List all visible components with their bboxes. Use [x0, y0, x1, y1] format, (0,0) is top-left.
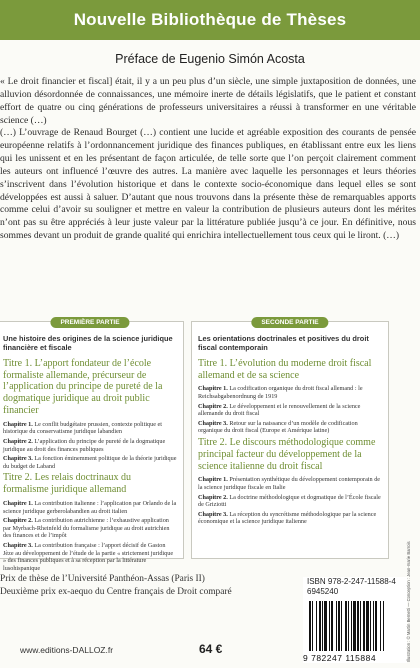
barcode-bar — [351, 601, 352, 651]
barcode-bar — [341, 601, 342, 651]
chapter-number: Chapitre 3. — [3, 541, 35, 549]
chapter-item — [3, 455, 177, 470]
award-line-1: Prix de thèse de l’Université Panthéon-Assas (Paris II) — [0, 574, 205, 584]
isbn-text — [307, 577, 396, 597]
side-credit — [406, 541, 418, 664]
barcode-bar — [370, 601, 371, 651]
chapter-number: Chapitre 2. — [3, 517, 35, 525]
chapter-number: Chapitre 3. — [198, 419, 230, 427]
barcode-bar — [312, 601, 313, 651]
part1-title2: Titre 2. Les relais doctrinaux du formalisme juridique allemand — [3, 472, 131, 496]
preface-paragraph-2: (…) L’ouvrage de Renaud Bourget (…) contient une lucide et agréable exposition des courants de pensée européenne relatifs à l’ordonnancement juridique des finances publiques, en établissant entre eux les liens qui les unissent et en les présentant de façon articulée, de telle sorte que l’on perçoit clairement comment les auteurs ont influencé l’œuvre des autres. La manière avec laquelle les personnages et leurs théories s’inscrivent dans l’évolution historique et dans le contexte socio-économique dans lequel elles se sont développées est aussi à saluer. D’autant que nous trouvons dans la présente thèse de remarquables apports comme celui d’avoir su souligner et mettre en valeur la contribution de plusieurs auteurs dont les mérites n’ont pas su être appréciés à leur juste valeur par la littérature publiée jusqu’à ce jour. En définitive, nous sommes devant un produit de grande qualité qui enrichira intellectuellement tous ceux qui le liront. (…) — [0, 127, 416, 242]
barcode-bar — [345, 601, 347, 651]
series-title: Nouvelle Bibliothèque de Thèses — [73, 10, 347, 29]
isbn-block — [303, 577, 407, 663]
barcode-bar — [363, 601, 365, 651]
award-line-2: Deuxième prix ex-aequo du Centre français de Droit comparé — [0, 587, 232, 597]
barcode-bar — [383, 601, 384, 651]
part2-box — [191, 321, 389, 559]
chapter-number: Chapitre 3. — [198, 510, 230, 518]
barcode-bar — [375, 601, 377, 651]
part2-pill: SECONDE PARTIE — [251, 317, 328, 328]
chapter-number: Chapitre 1. — [3, 420, 35, 428]
barcode-bar — [353, 601, 356, 651]
chapter-text: La codification organique du droit fiscal allemand : le Reichsabgabenordnung de 1919 — [198, 385, 363, 400]
chapter-item — [198, 511, 382, 526]
chapter-text: La contribution autrichienne : l’exhaustive application par Myrbach-Rheinfeld du formalisme juridique au droit autrichien des finances et de l’impôt — [3, 517, 170, 540]
chapter-number: Chapitre 1. — [198, 476, 230, 484]
chapter-text: Le développement et le renouvellement de la science allemande du droit fiscal — [198, 402, 361, 418]
series-banner — [0, 0, 420, 40]
barcode-digits: 9 782247 115884 — [303, 653, 377, 663]
chapter-text: La doctrine méthodologique et dogmatique de l’École fiscale de Griziotti — [198, 493, 381, 509]
preface-paragraph-1: « Le droit financier et fiscal] était, il y a un peu plus d’un siècle, une simple juxtaposition de données, une alluvion désordonnée de connaissances, une mémoire inerte de détails législatifs, que le patient et constant effort de quatre ou cinq générations de professeurs universitaires a réussi à transformer en une véritable science (…) — [0, 76, 416, 126]
chapter-number: Chapitre 2. — [3, 437, 35, 445]
barcode-bar — [348, 601, 349, 651]
chapter-item — [3, 542, 177, 572]
part2-heading: Les orientations doctrinales et positives du droit fiscal contemporain — [198, 334, 369, 353]
barcode-icon — [309, 601, 405, 651]
barcode-bar — [329, 601, 330, 651]
isbn-code: 6945240 — [307, 587, 339, 596]
barcode-bar — [366, 601, 369, 651]
barcode-bar — [322, 601, 323, 651]
chapter-number: Chapitre 2. — [198, 493, 230, 501]
barcode-bar — [373, 601, 374, 651]
preface-title: Préface de Eugenio Simón Acosta — [115, 52, 305, 66]
chapter-item — [198, 420, 382, 435]
chapter-item — [3, 438, 177, 453]
chapter-number: Chapitre 1. — [3, 499, 35, 507]
chapter-item — [198, 476, 382, 491]
part1-title1: Titre 1. L’apport fondateur de l’école formaliste allemande, précurseur de l’application du principe de pureté de la dogmatique juridique au droit public financier — [3, 357, 163, 416]
chapter-text: Le conflit budgétaire prussien, contexte politique et historique du conservatisme juridique labandien — [3, 420, 163, 436]
chapter-item — [198, 403, 382, 418]
part1-box — [0, 319, 184, 572]
chapter-item — [198, 494, 382, 509]
part2-title1-chapters — [198, 385, 382, 435]
price: 64 € — [199, 642, 223, 656]
chapter-item — [3, 517, 177, 540]
part2-title2: Titre 2. Le discours méthodologique comme principal facteur du développement de la science italienne du droit fiscal — [198, 436, 376, 472]
barcode-bar — [357, 601, 359, 651]
chapter-number: Chapitre 2. — [198, 402, 230, 410]
barcode-bar — [319, 601, 321, 651]
chapter-item — [3, 500, 177, 515]
side-credit-text: Illustration : © Martin Bernetti — Conception : Jean-marie Barrois — [406, 541, 411, 662]
chapter-text: La contribution française : l’apport décisif de Gaston Jèze au développement de l’étude de la partie « strictement juridique » des finances publiques et à sa réception par la littérature lusohispanique — [3, 541, 174, 572]
barcode-bar — [316, 601, 317, 651]
publisher-logo: www.editions-DALLOZ.fr — [20, 645, 114, 655]
chapter-item — [198, 385, 382, 400]
barcode-bar — [324, 601, 327, 651]
barcode-bar — [336, 601, 337, 651]
chapter-text: La réception du syncrétisme méthodologique par la science économique et la science juridique italienne — [198, 510, 377, 526]
chapter-text: La contribution italienne : l’application par Orlando de la science juridique gerberolabandien au droit italien — [3, 499, 177, 515]
chapter-item — [3, 421, 177, 436]
barcode-bar — [338, 601, 340, 651]
part1-heading: Une histoire des origines de la science juridique financière et fiscale — [3, 334, 173, 353]
part1-title2-chapters — [3, 500, 177, 572]
barcode-bar — [360, 601, 361, 651]
barcode-bar — [380, 601, 381, 651]
chapter-text: L’application du principe de pureté de la dogmatique juridique au droit des finances publiques — [3, 437, 166, 453]
part2-title2-chapters — [198, 476, 382, 526]
chapter-number: Chapitre 1. — [198, 385, 230, 393]
barcode-bar — [331, 601, 333, 651]
chapter-text: Retour sur la naissance d’un modèle de codification organique du droit fiscal (Europe et Amérique latine) — [198, 419, 358, 435]
chapter-text: Présentation synthétique du développement contemporain de la science juridique fiscale en Italie — [198, 476, 381, 491]
chapter-number: Chapitre 3. — [3, 455, 35, 463]
barcode-bar — [309, 601, 311, 651]
chapter-text: La fonction éminemment politique de la théorie juridique du budget de Laband — [3, 455, 177, 470]
isbn-number: ISBN 978-2-247-11588-4 — [307, 577, 396, 586]
part1-pill: PREMIÈRE PARTIE — [50, 317, 129, 328]
part1-title1-chapters — [3, 421, 177, 471]
part2-title1: Titre 1. L’évolution du moderne droit fiscal allemand et de sa science — [198, 357, 372, 381]
